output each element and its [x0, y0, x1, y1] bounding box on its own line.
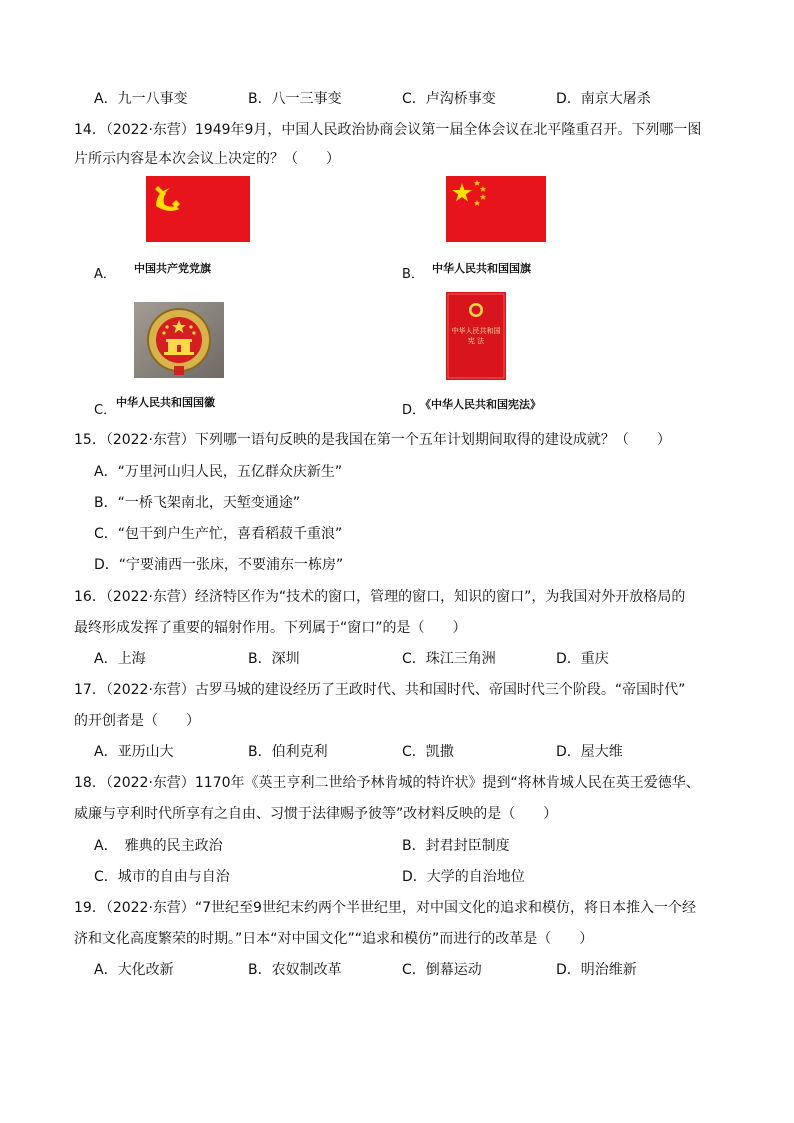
q18-option-b: B．封君封臣制度: [402, 838, 510, 854]
q14-option-d-caption: 《中华人民共和国宪法》: [420, 398, 541, 411]
party-flag-image: [146, 176, 250, 242]
q18-stem-line1: 18．（2022·东营）1170年《英王亨利二世给予林肯城的特许状》提到“将林肯城人民在英王爱德华、: [74, 775, 700, 791]
q19-option-c: C．倒幕运动: [402, 962, 482, 978]
q17-option-b: B．伯利克利: [248, 744, 328, 760]
q15-option-c: C．“包干到户生产忙，喜看稻菽千重浪”: [94, 526, 343, 542]
q19-option-d: D．明治维新: [556, 962, 637, 978]
q16-option-d: D．重庆: [556, 651, 609, 667]
q18-option-c: C．城市的自由与自治: [94, 869, 230, 885]
constitution-cover-title: 中华人民共和国: [451, 327, 501, 335]
q16-option-b: B．深圳: [248, 651, 300, 667]
q19-stem-line2: 济和文化高度繁荣的时期。”日本“对中国文化”“追求和模仿”而进行的改革是（ ）: [74, 931, 594, 947]
constitution-book-image: [446, 292, 506, 380]
q15-option-a: A．“万里河山归人民，五亿群众庆新生”: [94, 464, 343, 480]
q16-option-a: A．上海: [94, 651, 146, 667]
q17-option-c: C．凯撒: [402, 744, 454, 760]
q13-option-c: C．卢沟桥事变: [402, 91, 496, 107]
q14-option-a-letter: A．: [94, 267, 116, 282]
q15-option-d: D．“宁要浦西一张床，不要浦东一栋房”: [94, 557, 344, 573]
q14-option-b-caption: 中华人民共和国国旗: [432, 262, 531, 275]
q14-option-b-letter: B．: [402, 267, 424, 282]
national-flag-image: [446, 176, 546, 242]
q19-option-a: A．大化改新: [94, 962, 174, 978]
q19-stem-line1: 19．（2022·东营）“7世纪至9世纪末约两个半世纪里，对中国文化的追求和模仿，将日本推入一个经: [74, 900, 696, 916]
q14-option-a-caption: 中国共产党党旗: [134, 262, 211, 275]
q17-stem-line1: 17．（2022·东营）古罗马城的建设经历了王政时代、共和国时代、帝国时代三个阶段。“帝国时代”: [74, 682, 686, 698]
national-emblem-image: [134, 302, 224, 378]
q15-option-b: B．“一桥飞架南北，天堑变通途”: [94, 495, 301, 511]
q14-option-d-letter: D．: [402, 403, 426, 418]
q13-option-a: A．九一八事变: [94, 91, 188, 107]
constitution-cover-subtitle: 宪 法: [467, 337, 485, 345]
q18-stem-line2: 威廉与亨利时代所享有之自由、习惯于法律赐予彼等”改材料反映的是（ ）: [74, 806, 558, 822]
q16-option-c: C．珠江三角洲: [402, 651, 496, 667]
q14-stem-line2: 片所示内容是本次会议上决定的？（ ）: [74, 151, 340, 167]
q14-option-c-caption: 中华人民共和国国徽: [116, 396, 215, 409]
q15-stem: 15．（2022·东营）下列哪一语句反映的是我国在第一个五年计划期间取得的建设成就？（ ）: [74, 432, 671, 448]
q16-stem-line1: 16．（2022·东营）经济特区作为“技术的窗口，管理的窗口，知识的窗口”，为我国对外开放格局的: [74, 589, 686, 605]
q19-option-b: B．农奴制改革: [248, 962, 342, 978]
q13-option-d: D．南京大屠杀: [556, 91, 651, 107]
q18-option-a: A． 雅典的民主政治: [94, 838, 223, 854]
q14-stem-line1: 14．（2022·东营）1949年9月，中国人民政治协商会议第一届全体会议在北平隆重召开。下列哪一图: [74, 122, 702, 138]
q18-option-d: D．大学的自治地位: [402, 869, 525, 885]
q17-stem-line2: 的开创者是（ ）: [74, 713, 200, 729]
q13-option-b: B．八一三事变: [248, 91, 342, 107]
q14-option-c-letter: C．: [94, 403, 117, 418]
q16-stem-line2: 最终形成发挥了重要的辐射作用。下列属于“窗口”的是（ ）: [74, 620, 467, 636]
q17-option-a: A．亚历山大: [94, 744, 174, 760]
q17-option-d: D．屋大维: [556, 744, 623, 760]
